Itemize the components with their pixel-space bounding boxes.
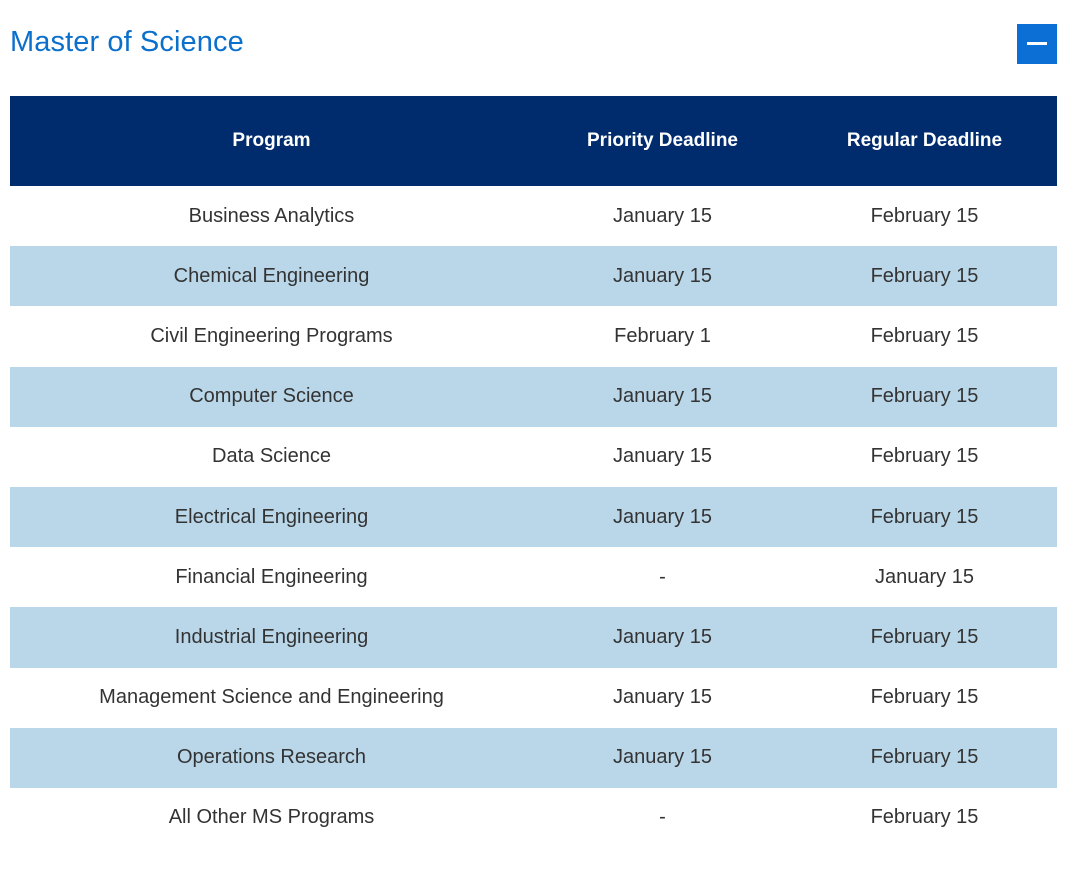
minus-icon xyxy=(1027,42,1047,45)
program-cell: Data Science xyxy=(212,445,331,468)
priority-deadline-cell: January 15 xyxy=(533,246,792,306)
table-row xyxy=(10,306,1057,366)
regular-deadline-cell: February 15 xyxy=(792,487,1057,547)
column-header-program: Program xyxy=(10,96,533,186)
program-cell: Financial Engineering xyxy=(175,565,368,588)
priority-deadline-cell: January 15 xyxy=(613,445,712,468)
program-cell: Industrial Engineering xyxy=(10,607,533,667)
priority-deadline-cell: January 15 xyxy=(613,686,712,709)
program-cell: Operations Research xyxy=(10,728,533,788)
table-row xyxy=(10,487,1057,547)
regular-deadline-cell: February 15 xyxy=(870,806,979,829)
table-row xyxy=(10,246,1057,306)
program-cell: Computer Science xyxy=(10,367,533,427)
regular-deadline-cell: February 15 xyxy=(870,445,979,468)
regular-deadline-cell: February 15 xyxy=(792,246,1057,306)
table-row xyxy=(10,668,1057,728)
program-cell: Civil Engineering Programs xyxy=(150,324,393,347)
regular-deadline-cell: February 15 xyxy=(792,728,1057,788)
priority-deadline-cell: January 15 xyxy=(533,487,792,547)
program-cell: Electrical Engineering xyxy=(10,487,533,547)
regular-deadline-cell: February 15 xyxy=(792,607,1057,667)
priority-deadline-cell: January 15 xyxy=(613,204,712,227)
section-header xyxy=(10,20,1057,64)
program-cell: All Other MS Programs xyxy=(168,806,375,829)
priority-deadline-cell: January 15 xyxy=(533,728,792,788)
priority-deadline-cell: February 1 xyxy=(614,324,711,347)
regular-deadline-cell: February 15 xyxy=(870,324,979,347)
priority-deadline-cell: January 15 xyxy=(533,367,792,427)
priority-deadline-cell: - xyxy=(659,565,666,588)
regular-deadline-cell: February 15 xyxy=(870,686,979,709)
priority-deadline-cell: - xyxy=(659,806,666,829)
collapse-button[interactable] xyxy=(1017,24,1057,64)
column-header-priority-deadline: Priority Deadline xyxy=(533,96,792,186)
table-row xyxy=(10,186,1057,246)
program-cell: Business Analytics xyxy=(188,204,355,227)
program-cell: Management Science and Engineering xyxy=(99,686,444,709)
table-row xyxy=(10,788,1057,848)
regular-deadline-cell: February 15 xyxy=(792,367,1057,427)
regular-deadline-cell: February 15 xyxy=(870,204,979,227)
section-title: Master of Science xyxy=(10,26,244,58)
regular-deadline-cell: January 15 xyxy=(875,565,974,588)
program-cell: Chemical Engineering xyxy=(10,246,533,306)
deadlines-table xyxy=(10,96,1057,848)
table-row xyxy=(10,547,1057,607)
table-row xyxy=(10,607,1057,667)
priority-deadline-cell: January 15 xyxy=(533,607,792,667)
column-header-regular-deadline: Regular Deadline xyxy=(792,96,1057,186)
table-header-row xyxy=(10,96,1057,186)
table-row xyxy=(10,367,1057,427)
table-row xyxy=(10,728,1057,788)
table-row xyxy=(10,427,1057,487)
